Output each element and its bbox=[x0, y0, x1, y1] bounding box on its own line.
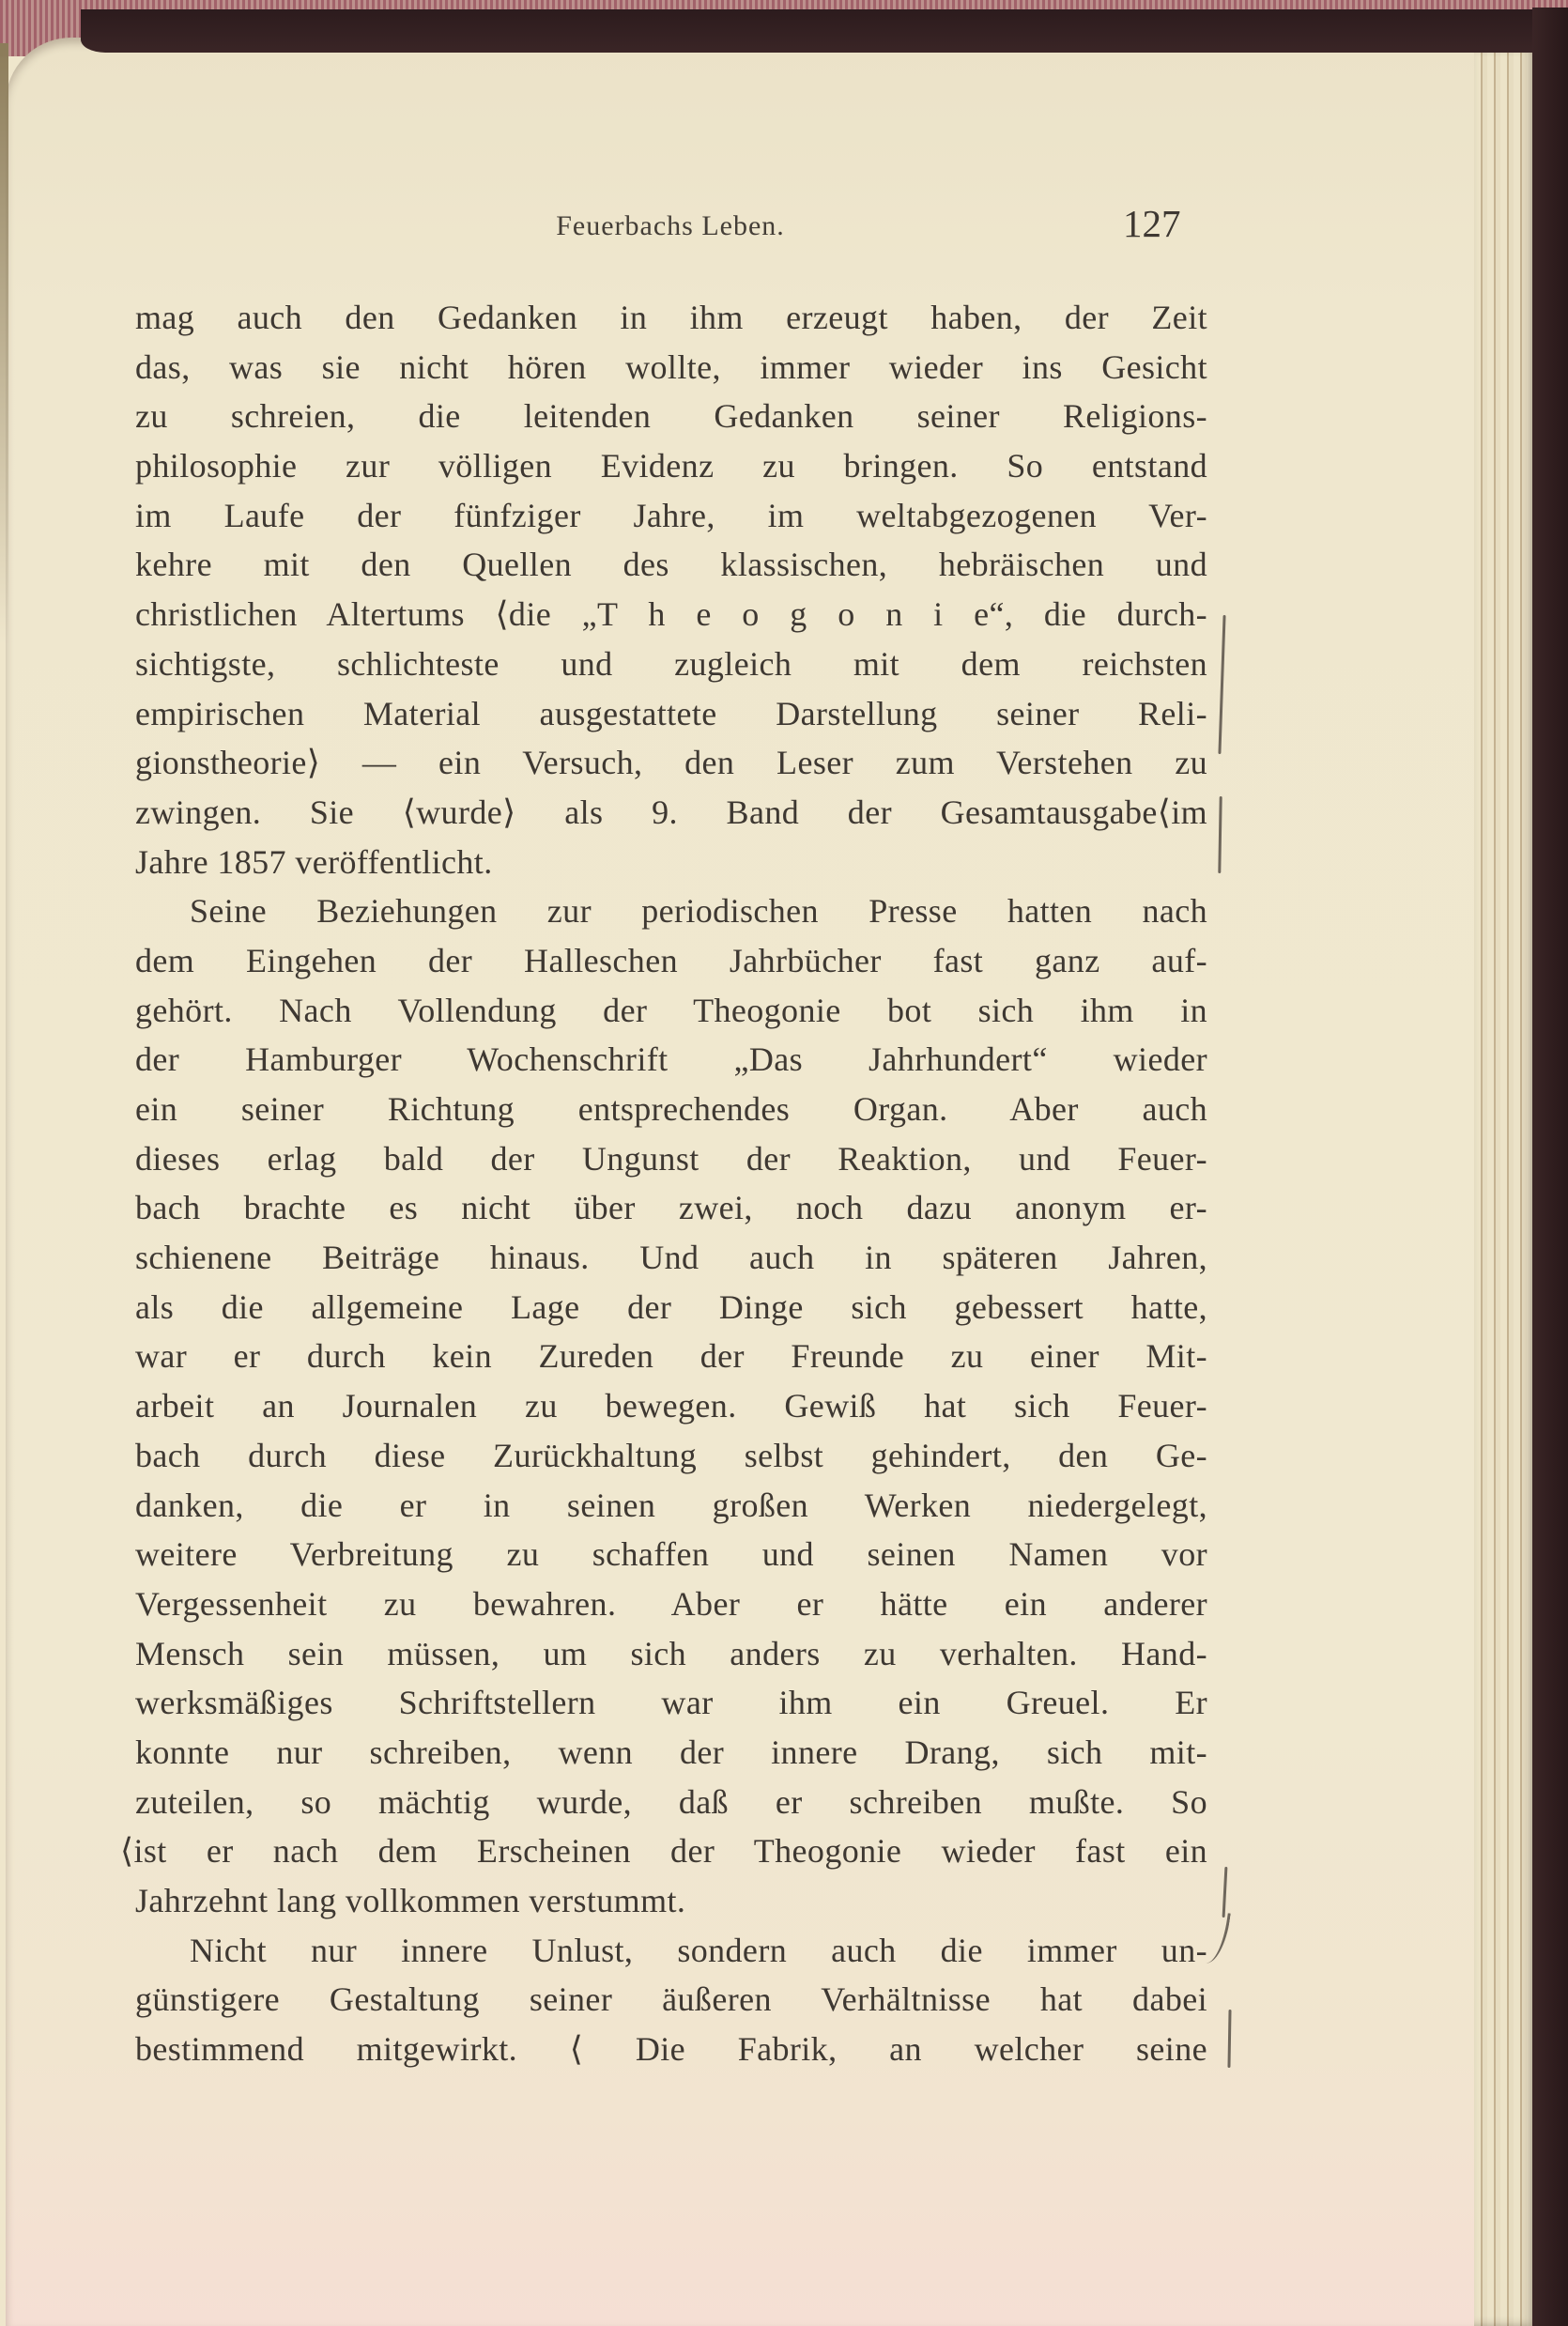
text-line: bach durch diese Zurückhaltung selbst gehindert, den Ge- bbox=[135, 1436, 1207, 1474]
text-line: der Hamburger Wochenschrift „Das Jahrhundert“ wieder bbox=[135, 1040, 1207, 1079]
text-line: mag auch den Gedanken in ihm erzeugt haben, der Zeit bbox=[135, 299, 1207, 336]
text-line: konnte nur schreiben, wenn der innere Drang, sich mit- bbox=[135, 1733, 1207, 1771]
text-line: als die allgemeine Lage der Dinge sich gebessert hatte, bbox=[135, 1287, 1207, 1326]
text-line: Jahre 1857 veröffentlicht. bbox=[135, 842, 493, 881]
text-line: ein seiner Richtung entsprechendes Organ. Aber auch bbox=[135, 1090, 1207, 1128]
text-line: das, was sie nicht hören wollte, immer wieder ins Gesicht bbox=[135, 347, 1207, 386]
text-line: bach brachte es nicht über zwei, noch dazu anonym er- bbox=[135, 1189, 1207, 1227]
text-line: gionstheorie⟩ — ein Versuch, den Leser zum Verstehen zu bbox=[135, 744, 1207, 782]
body-text bbox=[120, 293, 1207, 2074]
text-line: dem Eingehen der Halleschen Jahrbücher fast ganz auf- bbox=[135, 941, 1207, 979]
text-line: sichtigste, schlichteste und zugleich mit dem reichsten bbox=[135, 644, 1207, 683]
text-line: Seine Beziehungen zur periodischen Presse hatten nach bbox=[190, 892, 1207, 931]
text-line: im Laufe der fünfziger Jahre, im weltabgezogenen Ver- bbox=[135, 496, 1207, 534]
book-cover-edge-top bbox=[81, 9, 1568, 53]
text-line: empirischen Material ausgestattete Darstellung seiner Reli- bbox=[135, 694, 1207, 732]
text-line: philosophie zur völligen Evidenz zu bringen. So entstand bbox=[135, 447, 1207, 485]
text-line: weitere Verbreitung zu schaffen und seinen Namen vor bbox=[135, 1535, 1207, 1574]
text-line: Mensch sein müssen, um sich anders zu verhalten. Hand- bbox=[135, 1634, 1207, 1672]
text-line: gehört. Nach Vollendung der Theogonie bot sich ihm in bbox=[135, 991, 1207, 1029]
text-line: schienene Beiträge hinaus. Und auch in späteren Jahren, bbox=[135, 1239, 1207, 1277]
book-cover-edge-right bbox=[1532, 8, 1568, 2326]
page-left-edge-shadow bbox=[0, 43, 8, 644]
text-line: Vergessenheit zu bewahren. Aber er hätte ein anderer bbox=[135, 1584, 1207, 1623]
text-line: werksmäßiges Schriftstellern war ihm ein Greuel. Er bbox=[135, 1684, 1207, 1722]
text-line: kehre mit den Quellen des klassischen, hebräischen und bbox=[135, 546, 1207, 584]
text-line: günstigere Gestaltung seiner äußeren Verhältnisse hat dabei bbox=[135, 1980, 1207, 2019]
page-number: 127 bbox=[1123, 202, 1181, 245]
text-line: Jahrzehnt lang vollkommen verstummt. bbox=[135, 1882, 686, 1919]
page-stack-edges bbox=[1474, 47, 1536, 2326]
text-line: zu schreien, die leitenden Gedanken seiner Religions- bbox=[135, 397, 1207, 436]
text-line: zuteilen, so mächtig wurde, daß er schreiben mußte. So bbox=[135, 1782, 1207, 1821]
text-line: arbeit an Journalen zu bewegen. Gewiß hat sich Feuer- bbox=[135, 1387, 1207, 1425]
text-line: bestimmend mitgewirkt. ⟨ Die Fabrik, an welcher seine bbox=[135, 2030, 1207, 2069]
text-line: war er durch kein Zureden der Freunde zu einer Mit- bbox=[135, 1337, 1207, 1376]
text-line: dieses erlag bald der Ungunst der Reaktion, und Feuer- bbox=[135, 1139, 1207, 1178]
text-line: ⟨ist er nach dem Erscheinen der Theogonie wieder fast ein bbox=[120, 1832, 1207, 1871]
text-line: danken, die er in seinen großen Werken niedergelegt, bbox=[135, 1486, 1207, 1524]
text-line: Nicht nur innere Unlust, sondern auch die immer un- bbox=[190, 1931, 1207, 1969]
text-line: zwingen. Sie ⟨wurde⟩ als 9. Band der Gesamtausgabe⟨im bbox=[135, 793, 1207, 831]
running-header: Feuerbachs Leben. bbox=[556, 210, 785, 241]
text-line: christlichen Altertums ⟨die „T h e o g o n i e“, die durch- bbox=[135, 595, 1207, 634]
